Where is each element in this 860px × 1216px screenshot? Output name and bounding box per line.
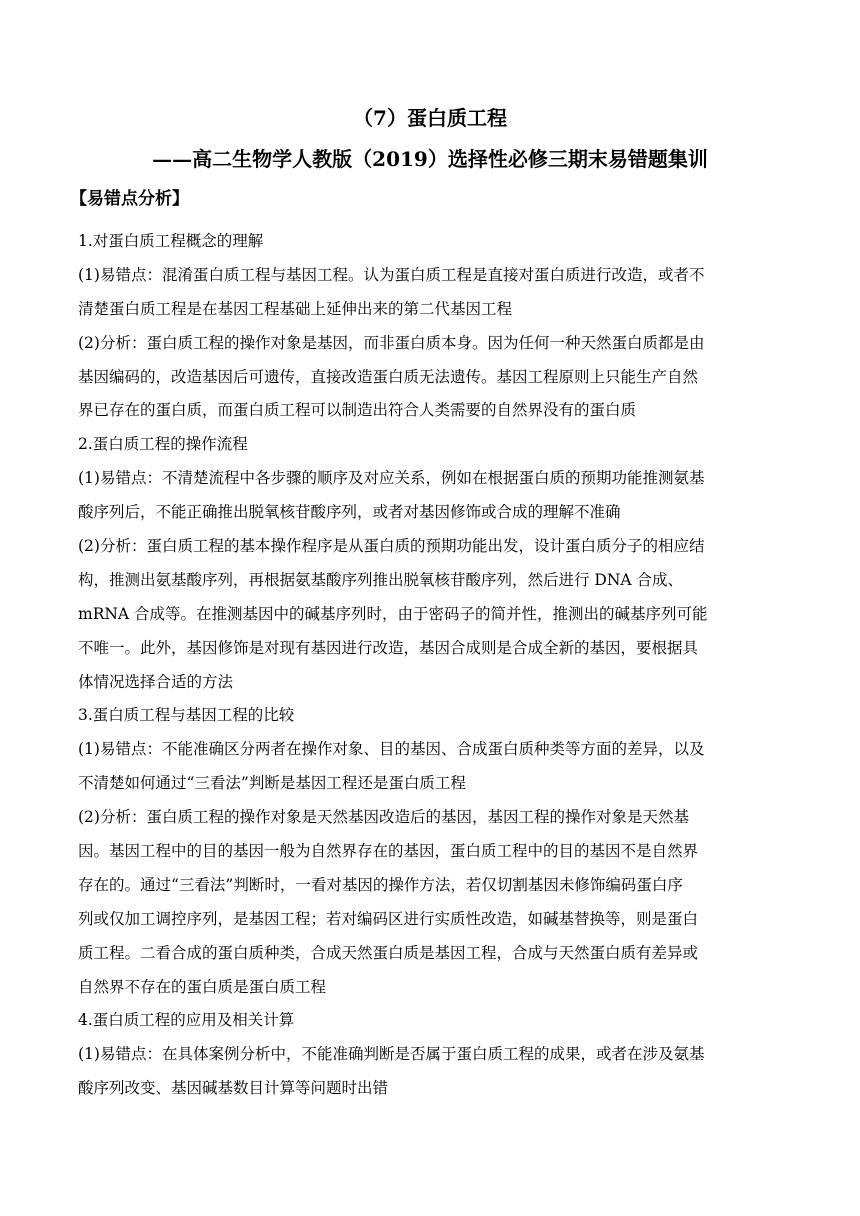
section-heading: 【易错点分析】 — [70, 189, 189, 209]
text-line: 构，推测出氨基酸序列，再根据氨基酸序列推出脱氧核苷酸序列，然后进行 DNA 合成、 — [78, 570, 684, 589]
text-line: 酸序列改变、基因碱基数目计算等问题时出错 — [78, 1079, 389, 1098]
heading-4: 4.蛋白质工程的应用及相关计算 — [78, 1011, 295, 1030]
text-line: 体情况选择合适的方法 — [78, 672, 234, 691]
body-text — [78, 225, 786, 1106]
text-line: mRNA 合成等。在推测基因中的碱基序列时，由于密码子的简并性，推测出的碱基序列可能 — [78, 604, 708, 623]
text-line: 质工程。二看合成的蛋白质种类，合成天然蛋白质是基因工程，合成与天然蛋白质有差异或 — [78, 943, 699, 962]
text-line: (2)分析：蛋白质工程的基本操作程序是从蛋白质的预期功能出发，设计蛋白质分子的相应结 — [78, 537, 705, 556]
heading-1: 1.对蛋白质工程概念的理解 — [78, 232, 264, 250]
text-line: 自然界不存在的蛋白质是蛋白质工程 — [78, 977, 327, 996]
text-line: (2)分析：蛋白质工程的操作对象是天然基因改造后的基因，基因工程的操作对象是天然基 — [78, 808, 689, 827]
text-line: (1)易错点：混淆蛋白质工程与基因工程。认为蛋白质工程是直接对蛋白质进行改造，或者不 — [78, 265, 705, 284]
document-title: （7）蛋白质工程 — [353, 106, 507, 130]
text-line: 因。基因工程中的目的基因一般为自然界存在的基因，蛋白质工程中的目的基因不是自然界 — [78, 842, 699, 861]
heading-2: 2.蛋白质工程的操作流程 — [78, 435, 248, 454]
text-line: (1)易错点：在具体案例分析中，不能准确判断是否属于蛋白质工程的成果，或者在涉及氨基 — [78, 1045, 705, 1064]
heading-3: 3.蛋白质工程与基因工程的比较 — [78, 706, 295, 725]
text-line: 清楚蛋白质工程是在基因工程基础上延伸出来的第二代基因工程 — [78, 299, 513, 318]
text-line: 存在的。通过“三看法”判断时，一看对基因的操作方法，若仅切割基因未修饰编码蛋白序 — [78, 875, 683, 894]
text-line: (2)分析：蛋白质工程的操作对象是基因，而非蛋白质本身。因为任何一种天然蛋白质都是由 — [78, 333, 705, 352]
text-line: 不唯一。此外，基因修饰是对现有基因进行改造，基因合成则是合成全新的基因，要根据具 — [78, 638, 699, 657]
text-line: 界已存在的蛋白质，而蛋白质工程可以制造出符合人类需要的自然界没有的蛋白质 — [78, 401, 637, 420]
document-subtitle: ——高二生物学人教版（2019）选择性必修三期末易错题集训 — [152, 147, 708, 171]
text-line: 不清楚如何通过“三看法”判断是基因工程还是蛋白质工程 — [78, 774, 466, 793]
text-line: 酸序列后，不能正确推出脱氧核苷酸序列，或者对基因修饰或合成的理解不准确 — [78, 503, 621, 522]
text-line: (1)易错点：不能准确区分两者在操作对象、目的基因、合成蛋白质种类等方面的差异，以及 — [78, 740, 705, 759]
text-line: 列或仅加工调控序列，是基因工程；若对编码区进行实质性改造，如碱基替换等，则是蛋白 — [78, 909, 699, 928]
text-line: (1)易错点：不清楚流程中各步骤的顺序及对应关系，例如在根据蛋白质的预期功能推测氨基 — [78, 469, 705, 488]
text-line: 基因编码的，改造基因后可遗传，直接改造蛋白质无法遗传。基因工程原则上只能生产自然 — [78, 367, 699, 386]
